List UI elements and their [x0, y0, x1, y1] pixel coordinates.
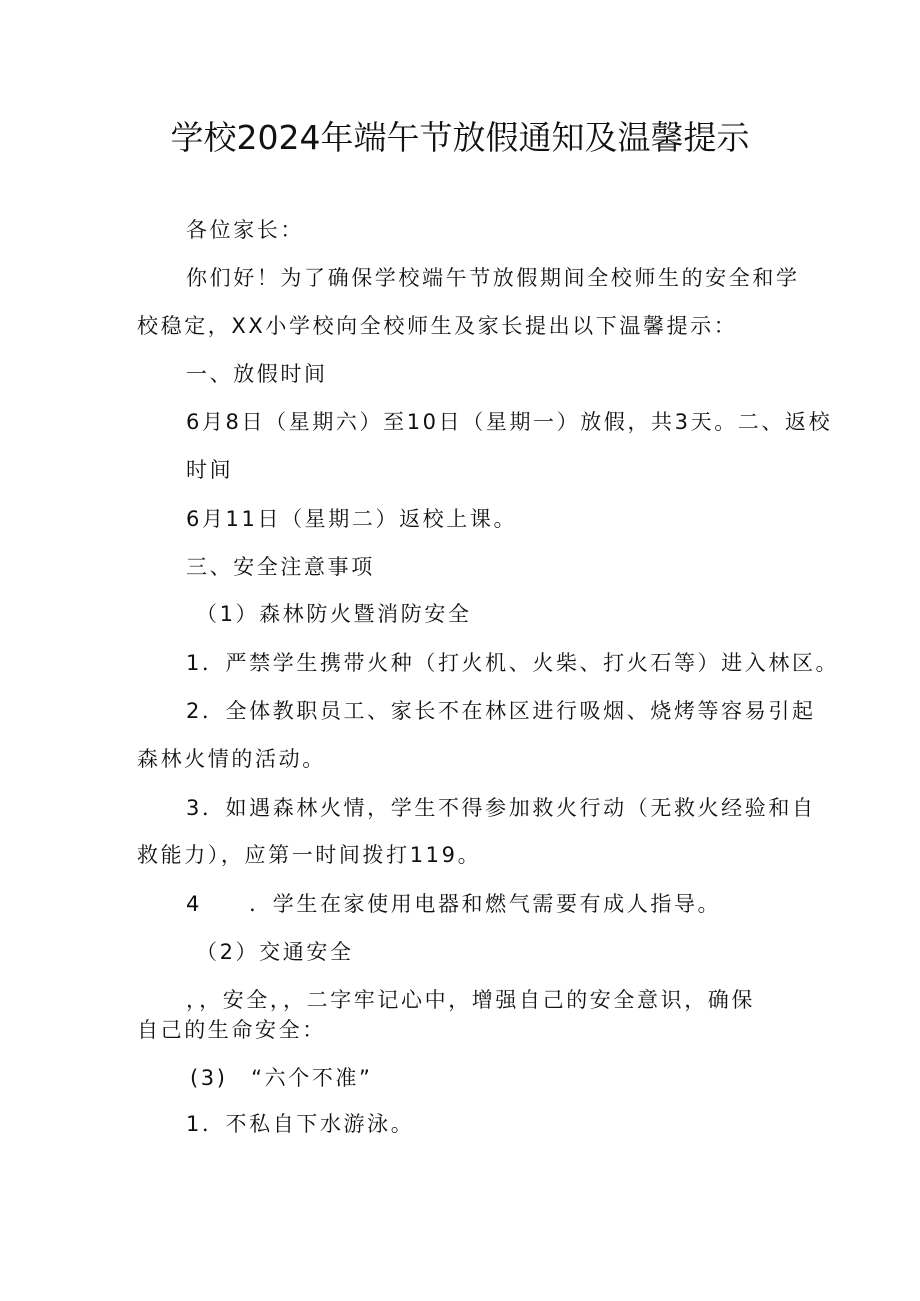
paragraph-line: 6月11日（星期二）返校上课。: [186, 507, 518, 531]
section-heading: 一、放假时间: [186, 362, 328, 386]
list-item: 3．如遇森林火情，学生不得参加救火行动（无救火经验和自: [186, 796, 816, 820]
paragraph-line: 你们好！为了确保学校端午节放假期间全校师生的安全和学: [186, 266, 800, 290]
paragraph-line: 自己的生命安全：: [137, 1018, 326, 1042]
paragraph-line: 时间: [186, 458, 234, 482]
list-item: 2．全体教职员工、家长不在林区进行吸烟、烧烤等容易引起: [186, 699, 816, 723]
list-item: 1．严禁学生携带火种（打火机、火柴、打火石等）进入林区。: [186, 651, 840, 675]
list-item: 1．不私自下水游泳。: [186, 1112, 415, 1136]
document-title: 学校2024年端午节放假通知及温馨提示: [170, 118, 750, 157]
paragraph-line: 校稳定，XX小学校向全校师生及家长提出以下温馨提示：: [137, 314, 738, 338]
list-item: 4 ．学生在家使用电器和燃气需要有成人指导。: [186, 892, 722, 916]
subsection-heading: （2）交通安全: [196, 940, 354, 964]
subsection-heading: (3) “六个不准”: [190, 1066, 373, 1090]
list-item-continuation: 救能力），应第一时间拨打119。: [137, 843, 482, 867]
section-heading: 三、安全注意事项: [186, 555, 375, 579]
paragraph-line: 6月8日（星期六）至10日（星期一）放假，共3天。二、返校: [186, 410, 833, 434]
list-item-continuation: 森林火情的活动。: [137, 747, 326, 771]
paragraph-line: ，，安全，，二字牢记心中，增强自己的安全意识，确保: [186, 988, 755, 1012]
salutation: 各位家长：: [186, 218, 304, 242]
subsection-heading: （1）森林防火暨消防安全: [196, 602, 472, 626]
